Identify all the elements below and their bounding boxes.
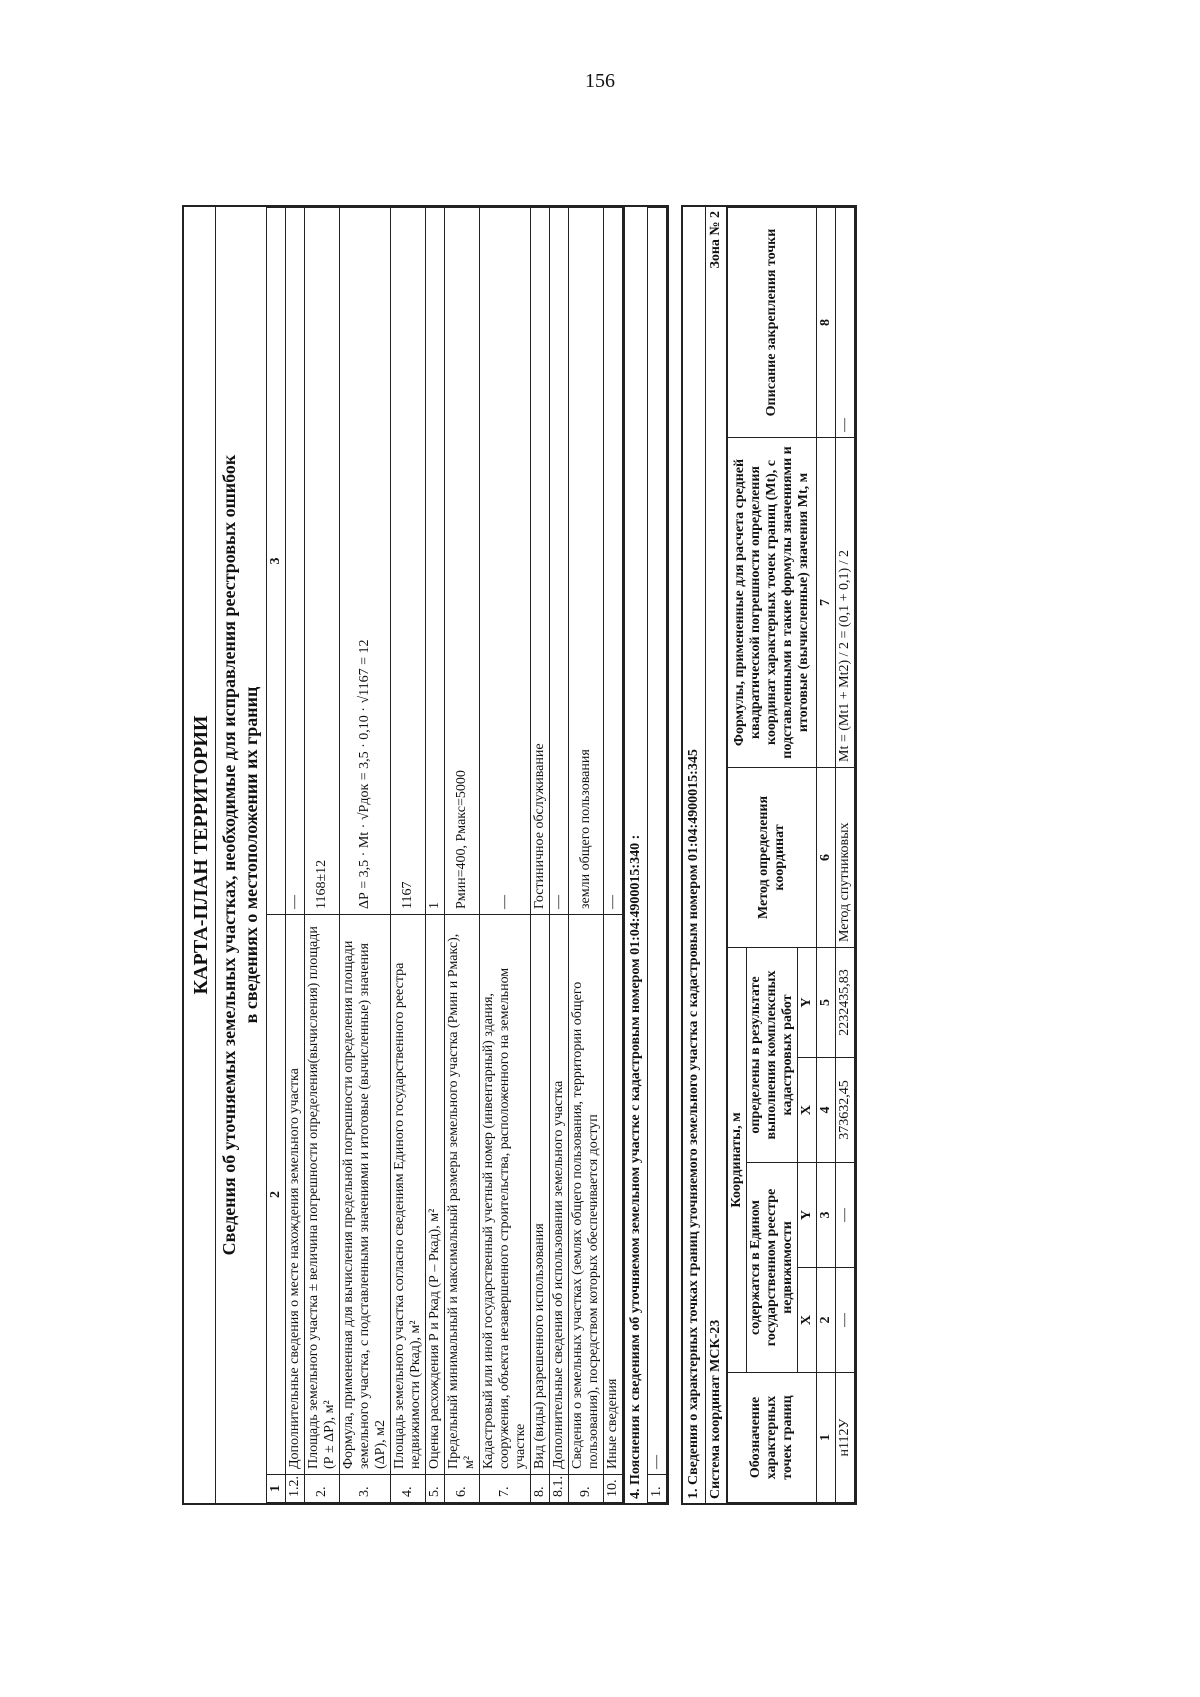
egrn-x: — (836, 1268, 855, 1373)
column-number: 1 (267, 1475, 286, 1503)
coordinate-system: Система координат МСК-23 (708, 1319, 723, 1499)
table-row (391, 208, 426, 1503)
boundary-points-block (681, 205, 857, 1505)
table-row (286, 208, 305, 1503)
column-number: 3 (267, 208, 286, 915)
column-number: 2 (267, 915, 286, 1475)
table-row (648, 208, 667, 1503)
row-label: Кадастровый или иной государственный учетный номер (инвентарный) здания, сооружения, объекта незавершенного строительства, расположенного на земельном участке (480, 915, 531, 1475)
row-label: Предельный минимальный и максимальный размеры земельного участка (Рмин и Рмакс), м² (445, 915, 480, 1475)
row-value: Гостиничное обслуживание (531, 208, 550, 915)
table-row (445, 208, 480, 1503)
table-row (531, 208, 550, 1503)
table-row (569, 208, 604, 1503)
header-y: Y (798, 1163, 817, 1268)
table-row (340, 208, 391, 1503)
row-value: — (604, 208, 623, 915)
row-number: 7. (480, 1475, 531, 1503)
table-row (604, 208, 623, 1503)
row-label: Площадь земельного участка ± величина погрешности определения(вычисления) площади (Р ± ΔР), м² (305, 915, 340, 1475)
row-number: 6. (445, 1475, 480, 1503)
column-number: 3 (817, 1163, 836, 1268)
row-value: ΔР = 3,5 · Mt · √Pдок = 3,5 · 0,10 · √1167 = 12 (340, 208, 391, 915)
coordinate-system-row (706, 207, 727, 1503)
table-row (426, 208, 445, 1503)
subtitle-line-1: Сведения об уточняемых земельных участках, необходимые для исправления реестровых ошибок (219, 454, 239, 1256)
row-number: 8.1. (550, 1475, 569, 1503)
section-4-table (647, 207, 667, 1503)
row-value: земли общего пользования (569, 208, 604, 915)
row-number: 3. (340, 1475, 391, 1503)
column-number: 1 (817, 1373, 836, 1503)
row-value: 1168±12 (305, 208, 340, 915)
header-complex-works: определены в результате выполнения комплексных кадастровых работ (747, 947, 798, 1162)
subtitle-line-2: в сведениях о местоположении их границ (241, 686, 261, 1024)
row-label: Дополнительные сведения об использовании земельного участка (550, 915, 569, 1475)
header-y: Y (798, 947, 817, 1057)
point-designation: н112У (836, 1373, 855, 1503)
column-number: 5 (817, 947, 836, 1057)
rotated-document-sheet (182, 205, 1052, 1505)
row-number: 1.2. (286, 1475, 305, 1503)
header-x: X (798, 1058, 817, 1163)
document-title: КАРТА-ПЛАН ТЕРРИТОРИИ (184, 207, 216, 1503)
boundary-points-table (727, 207, 855, 1503)
row-number: 10. (604, 1475, 623, 1503)
column-number: 7 (817, 437, 836, 767)
page-number: 156 (585, 70, 615, 92)
coord-x: 373632,45 (836, 1058, 855, 1163)
table-row (480, 208, 531, 1503)
column-number: 6 (817, 767, 836, 947)
row-value: 1 (426, 208, 445, 915)
coord-method: Метод спутниковых (836, 767, 855, 947)
document-subtitle (216, 207, 266, 1503)
header-formula: Формулы, примененные для расчета средней квадратической погрешности определения координат характерных точек границ (Mt), с подставленными в такие формулы значениями и итоговые (вычисленные) значения Mt, м (728, 437, 817, 767)
column-number: 2 (817, 1268, 836, 1373)
row-value: Рмин=400, Рмакс=5000 (445, 208, 480, 915)
row-label: Сведения о земельных участках (землях общего пользования, территории общего пользования), посредством которых обеспечивается доступ (569, 915, 604, 1475)
row-number: 1. (648, 1475, 667, 1503)
row-number: 8. (531, 1475, 550, 1503)
row-label: Площадь земельного участка согласно сведениям Единого государственного реестра недвижимости (Ркад), м² (391, 915, 426, 1475)
zone-label: Зона № 2 (708, 211, 723, 269)
header-row (728, 208, 747, 1503)
header-egrn: содержатся в Едином государственном реестре недвижимости (747, 1163, 798, 1373)
egrn-y: — (836, 1163, 855, 1268)
row-label: Иные сведения (604, 915, 623, 1475)
row-label: Оценка расхождения Р и Ркад (Р – Ркад), м² (426, 915, 445, 1475)
row-number: 5. (426, 1475, 445, 1503)
column-number: 4 (817, 1058, 836, 1163)
table-row (550, 208, 569, 1503)
header-designation: Обозначение характерных точек границ (728, 1373, 817, 1503)
row-label: Формула, примененная для вычисления предельной погрешности определения площади земельного участка, с подставленными значениями и итоговые (вычисленные) значения (ΔР), м2 (340, 915, 391, 1475)
column-number-row (267, 208, 286, 1503)
section-1-heading: 1. Сведения о характерных точках границ уточняемого земельного участка с кадастровым номером 01:04:4900015:345 (683, 207, 706, 1503)
row-label: Дополнительные сведения о месте нахождения земельного участка (286, 915, 305, 1475)
point-description: — (836, 208, 855, 438)
column-number-row (817, 208, 836, 1503)
table-row (836, 208, 855, 1503)
column-number: 8 (817, 208, 836, 438)
header-coordinates: Координаты, м (728, 947, 747, 1372)
section-4-heading: 4. Пояснения к сведениям об уточняемом земельном участке с кадастровым номером 01:04:4900015:340 : (623, 207, 647, 1503)
cadastral-map-plan-block (182, 205, 669, 1505)
parcel-info-table (266, 207, 623, 1503)
row-value: 1167 (391, 208, 426, 915)
row-label: Вид (виды) разрешенного использования (531, 915, 550, 1475)
row-number: 4. (391, 1475, 426, 1503)
table-row (305, 208, 340, 1503)
header-description: Описание закрепления точки (728, 208, 817, 438)
mt-formula: Mt = (Mt1 + Mt2) / 2 = (0,1 + 0,1) / 2 (836, 437, 855, 767)
row-number: 9. (569, 1475, 604, 1503)
coord-y: 2232435,83 (836, 947, 855, 1057)
row-value: — (550, 208, 569, 915)
row-value: — (286, 208, 305, 915)
header-x: X (798, 1268, 817, 1373)
header-method: Метод определения координат (728, 767, 817, 947)
row-value: — (480, 208, 531, 915)
row-number: 2. (305, 1475, 340, 1503)
row-value: — (648, 208, 667, 1475)
